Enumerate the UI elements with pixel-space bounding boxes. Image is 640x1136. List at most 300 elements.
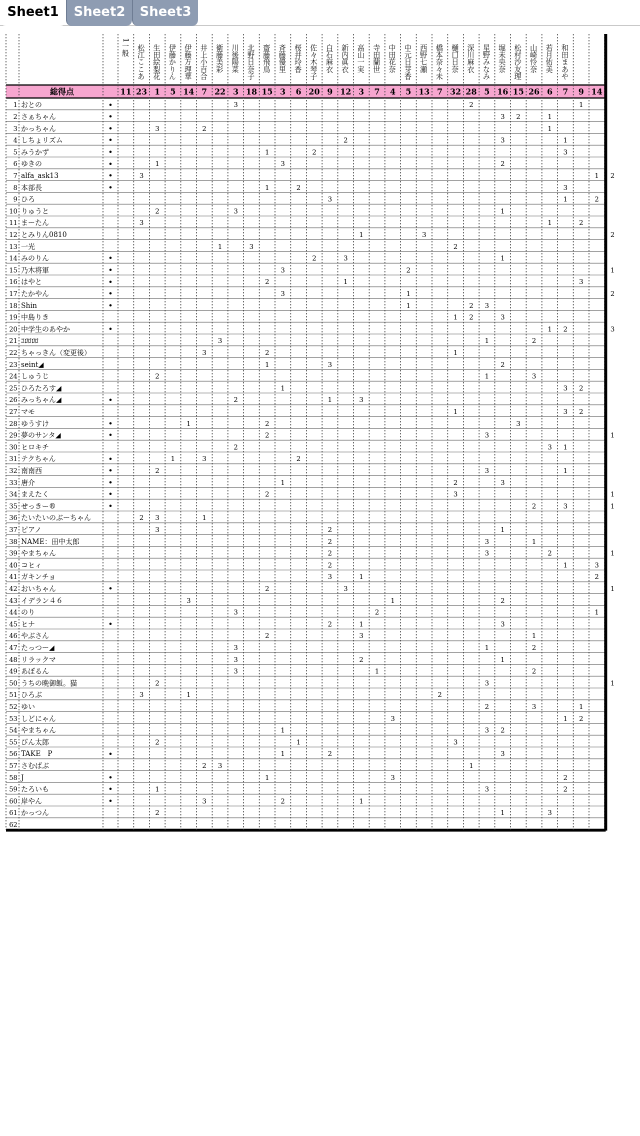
vote-points: 3 bbox=[155, 526, 160, 534]
vote-points: 3 bbox=[233, 667, 238, 676]
tab-sheet1[interactable]: Sheet1 bbox=[0, 0, 66, 26]
vote-points: 1 bbox=[563, 195, 568, 204]
row-number: 35 bbox=[9, 502, 18, 511]
column-header-member: 和田まあや bbox=[560, 44, 570, 80]
vote-points: 2 bbox=[264, 431, 270, 440]
row-number: 12 bbox=[9, 231, 18, 239]
vote-points: 1 bbox=[531, 632, 537, 641]
vote-points: 3 bbox=[139, 219, 144, 228]
voter-name: ひろぶ bbox=[21, 691, 42, 700]
voter-flag-dot: • bbox=[108, 490, 113, 500]
row-number: 18 bbox=[9, 301, 18, 310]
row-number: 46 bbox=[9, 632, 18, 641]
voter-name: たかやん bbox=[21, 290, 49, 298]
vote-points: 2 bbox=[563, 785, 568, 794]
vote-points: 3 bbox=[202, 349, 207, 357]
vote-points: 2 bbox=[264, 278, 270, 287]
vote-points: 3 bbox=[531, 703, 537, 711]
vote-points: 2 bbox=[264, 632, 270, 641]
vote-points: 2 bbox=[563, 325, 568, 334]
total-value: 18 bbox=[245, 86, 258, 97]
voter-name: さぁちゃん bbox=[21, 113, 56, 121]
voter-flag-dot: • bbox=[108, 289, 113, 299]
vote-points: 2 bbox=[531, 644, 537, 652]
column-header-member: 伊藤万理華 bbox=[184, 44, 194, 80]
vote-points: 1 bbox=[563, 467, 568, 475]
vote-points: 2 bbox=[312, 254, 317, 263]
voter-name: とみりん0810 bbox=[21, 231, 67, 239]
vote-points: 3 bbox=[233, 608, 238, 617]
vote-points: 3 bbox=[233, 655, 238, 664]
vote-points: 3 bbox=[516, 419, 521, 428]
vote-points: 1 bbox=[578, 101, 584, 110]
row-number: 32 bbox=[9, 467, 18, 475]
voter-flag-dot: • bbox=[108, 466, 113, 476]
column-header-member: 伊藤かりん bbox=[168, 44, 178, 80]
column-header-member: 寺田蘭世 bbox=[372, 44, 382, 73]
vote-points: 3 bbox=[186, 596, 191, 605]
voter-name: まーたん bbox=[21, 219, 49, 228]
total-value: 14 bbox=[591, 86, 603, 97]
vote-points: 2 bbox=[155, 738, 160, 747]
column-header-member: 松村沙友理 bbox=[513, 44, 523, 80]
vote-points: 1 bbox=[359, 573, 364, 582]
voter-flag-dot: • bbox=[108, 785, 113, 795]
vote-points: 1 bbox=[170, 455, 176, 464]
voter-name: あぼるん bbox=[21, 667, 49, 676]
row-number: 9 bbox=[13, 195, 18, 204]
column-header-member: 深川麻衣 bbox=[466, 44, 476, 73]
voter-name: コヒィ bbox=[21, 561, 42, 570]
voter-flag-dot: • bbox=[108, 171, 113, 181]
vote-points: 2 bbox=[469, 101, 474, 110]
row-number: 57 bbox=[9, 762, 18, 770]
voter-name: さむばぶ bbox=[21, 762, 49, 770]
vote-points: 1 bbox=[610, 502, 615, 511]
total-label: 総得点 bbox=[50, 86, 74, 97]
vote-points: 2 bbox=[264, 490, 270, 499]
voter-flag-dot: • bbox=[108, 112, 113, 122]
vote-points: 2 bbox=[280, 797, 286, 806]
voter-name: しちょリズム bbox=[21, 136, 63, 145]
voter-name: りゅうと bbox=[21, 207, 49, 216]
vote-points: 1 bbox=[406, 290, 411, 298]
vote-points: 2 bbox=[578, 408, 584, 416]
row-number: 40 bbox=[9, 561, 18, 570]
total-value: 23 bbox=[135, 86, 148, 97]
vote-points: 2 bbox=[578, 384, 584, 393]
voter-name: うちの晩御飯。猫 bbox=[21, 679, 77, 688]
total-value: 28 bbox=[465, 86, 477, 97]
vote-points: 3 bbox=[547, 809, 552, 818]
vote-points: 1 bbox=[500, 655, 505, 664]
vote-points: 1 bbox=[280, 726, 286, 735]
voter-name: 夢のサンタ◢ bbox=[21, 431, 61, 440]
vote-points: 2 bbox=[139, 514, 144, 523]
voter-name: ひろたろす◢ bbox=[21, 384, 62, 393]
vote-points: 1 bbox=[563, 443, 568, 452]
total-value: 1 bbox=[154, 86, 161, 97]
vote-points: 1 bbox=[500, 526, 505, 534]
row-number: 39 bbox=[9, 549, 18, 558]
voter-name: たいたいのぶーちゃん bbox=[21, 514, 91, 523]
row-number: 6 bbox=[13, 160, 18, 169]
vote-points: 3 bbox=[359, 396, 364, 405]
row-number: 3 bbox=[13, 124, 18, 133]
vote-points: 1 bbox=[578, 703, 584, 711]
voter-name: しどにゃん bbox=[21, 714, 56, 723]
vote-points: 1 bbox=[390, 596, 395, 605]
total-value: 15 bbox=[261, 86, 273, 97]
voter-name: ちゃっきん（変更後） bbox=[21, 349, 91, 357]
column-header-member: 西野七瀬 bbox=[419, 44, 429, 73]
voter-name: ヒロキチ bbox=[21, 443, 49, 452]
total-value: 9 bbox=[578, 86, 584, 97]
vote-points: 2 bbox=[327, 561, 333, 570]
row-number: 52 bbox=[9, 703, 18, 711]
vote-points: 3 bbox=[280, 266, 286, 275]
vote-points: 3 bbox=[563, 502, 568, 511]
vote-points: 3 bbox=[500, 113, 505, 121]
vote-points: 2 bbox=[202, 124, 207, 133]
total-value: 7 bbox=[437, 86, 443, 97]
spreadsheet-area bbox=[0, 26, 640, 1136]
voter-flag-dot: • bbox=[108, 100, 113, 110]
vote-points: 2 bbox=[500, 360, 505, 369]
voter-name: ガキンチョ bbox=[21, 573, 56, 582]
row-number: 45 bbox=[9, 620, 18, 629]
voter-flag-dot: • bbox=[108, 136, 113, 146]
vote-points: 2 bbox=[578, 714, 584, 723]
total-value: 13 bbox=[418, 86, 430, 97]
column-header-member: 斉藤優里 bbox=[278, 44, 288, 73]
voter-name: せっきー® bbox=[21, 502, 56, 511]
voter-name: かっちゃん bbox=[21, 124, 56, 133]
row-number: 43 bbox=[9, 596, 18, 605]
vote-points: 3 bbox=[202, 455, 207, 464]
column-header-member: 中元日芽香 bbox=[403, 44, 413, 80]
vote-points: 3 bbox=[610, 325, 615, 334]
total-value: 15 bbox=[512, 86, 524, 97]
row-number: 20 bbox=[9, 325, 18, 334]
vote-points: 1 bbox=[484, 372, 490, 381]
vote-points: 3 bbox=[484, 549, 490, 558]
column-header-member: 高山一実 bbox=[356, 44, 366, 73]
vote-points: 1 bbox=[186, 419, 191, 428]
column-header-member: 齋藤飛鳥 bbox=[262, 44, 272, 73]
header-category-label: 1一般 bbox=[121, 38, 130, 57]
vote-points: 2 bbox=[594, 195, 600, 204]
vote-points: 1 bbox=[343, 278, 348, 287]
row-number: 56 bbox=[9, 750, 18, 759]
voter-name: ピアノ bbox=[21, 526, 42, 534]
total-value: 11 bbox=[120, 86, 132, 97]
voter-name: びん太郎 bbox=[21, 738, 49, 747]
column-header-member: 衛藤美彩 bbox=[215, 44, 225, 73]
vote-points: 3 bbox=[327, 573, 333, 582]
vote-points: 1 bbox=[217, 242, 223, 251]
vote-points: 1 bbox=[359, 620, 364, 629]
vote-points: 1 bbox=[547, 113, 552, 121]
vote-points: 3 bbox=[202, 797, 207, 806]
vote-points: 2 bbox=[453, 478, 458, 487]
vote-points: 2 bbox=[531, 502, 537, 511]
vote-points: 2 bbox=[155, 467, 160, 475]
row-number: 58 bbox=[9, 773, 18, 782]
vote-points: 2 bbox=[594, 573, 600, 582]
voter-name: テクちゃん bbox=[21, 455, 56, 464]
vote-points: 3 bbox=[233, 644, 238, 652]
voter-name: マモ bbox=[21, 408, 35, 416]
voter-name: かっつん bbox=[21, 809, 49, 818]
voter-name: おとの bbox=[21, 101, 42, 110]
vote-points: 2 bbox=[453, 242, 458, 251]
vote-table bbox=[0, 26, 640, 886]
vote-points: 3 bbox=[453, 490, 458, 499]
vote-points: 1 bbox=[484, 337, 490, 346]
voter-name: まえたく bbox=[21, 490, 49, 499]
voter-name: やまちゃん bbox=[21, 726, 56, 735]
vote-points: 3 bbox=[249, 242, 254, 251]
vote-points: 3 bbox=[390, 773, 395, 782]
row-number: 62 bbox=[9, 821, 18, 829]
vote-points: 2 bbox=[469, 313, 474, 322]
vote-points: 2 bbox=[374, 608, 380, 617]
vote-points: 1 bbox=[594, 172, 600, 180]
voter-flag-dot: • bbox=[108, 419, 113, 429]
vote-points: 2 bbox=[610, 172, 615, 180]
vote-points: 1 bbox=[359, 231, 364, 239]
voter-name: のり bbox=[21, 608, 35, 617]
vote-points: 1 bbox=[500, 254, 505, 263]
tab-sheet3[interactable]: Sheet3 bbox=[132, 0, 198, 26]
voter-name: はやと bbox=[21, 278, 42, 287]
total-value: 7 bbox=[562, 86, 569, 97]
vote-points: 2 bbox=[547, 549, 552, 558]
vote-points: 3 bbox=[563, 148, 568, 157]
vote-points: 2 bbox=[264, 349, 270, 357]
row-number: 24 bbox=[9, 372, 18, 381]
vote-points: 3 bbox=[594, 561, 600, 570]
vote-points: 3 bbox=[531, 372, 537, 381]
vote-points: 1 bbox=[406, 301, 411, 310]
vote-points: 3 bbox=[421, 231, 427, 239]
vote-points: 1 bbox=[264, 773, 270, 782]
vote-points: 1 bbox=[563, 714, 568, 723]
row-number: 53 bbox=[9, 714, 18, 723]
vote-points: 2 bbox=[155, 372, 160, 381]
vote-points: 1 bbox=[610, 266, 615, 275]
voter-name: 本部長 bbox=[21, 183, 42, 192]
vote-points: 2 bbox=[531, 667, 537, 676]
voter-flag-dot: • bbox=[108, 431, 113, 441]
total-value: 16 bbox=[497, 86, 509, 97]
voter-name: みのりん bbox=[21, 254, 49, 263]
vote-points: 3 bbox=[484, 726, 490, 735]
vote-points: 3 bbox=[500, 478, 505, 487]
vote-points: 3 bbox=[280, 290, 286, 298]
voter-flag-dot: • bbox=[108, 797, 113, 806]
row-number: 60 bbox=[9, 797, 18, 806]
voter-name: やまちゃん bbox=[21, 549, 56, 558]
vote-points: 3 bbox=[484, 537, 490, 546]
vote-points: 3 bbox=[280, 160, 286, 169]
row-number: 59 bbox=[9, 785, 18, 794]
vote-points: 3 bbox=[563, 408, 568, 416]
total-value: 9 bbox=[327, 86, 333, 97]
row-number: 55 bbox=[9, 738, 18, 747]
total-value: 26 bbox=[528, 86, 540, 97]
total-value: 14 bbox=[183, 86, 195, 97]
vote-points: 3 bbox=[233, 207, 238, 216]
voter-name: イデラン４６ bbox=[21, 596, 63, 605]
row-number: 30 bbox=[9, 443, 18, 452]
row-number: 49 bbox=[9, 667, 18, 676]
voter-name: NAME：田中太郎 bbox=[21, 537, 80, 546]
vote-points: 3 bbox=[139, 691, 144, 700]
row-number: 19 bbox=[9, 313, 18, 322]
vote-points: 2 bbox=[469, 301, 474, 310]
voter-name: ひろ bbox=[21, 195, 35, 204]
vote-points: 3 bbox=[343, 254, 348, 263]
vote-points: 2 bbox=[296, 183, 301, 192]
voter-flag-dot: • bbox=[108, 584, 113, 594]
vote-points: 1 bbox=[484, 644, 490, 652]
row-number: 37 bbox=[9, 526, 18, 534]
vote-points: 3 bbox=[578, 278, 584, 287]
vote-points: 1 bbox=[563, 561, 568, 570]
vote-points: 3 bbox=[547, 443, 552, 452]
voter-flag-dot: • bbox=[108, 502, 113, 511]
total-value: 32 bbox=[449, 86, 462, 97]
vote-points: 2 bbox=[531, 337, 537, 346]
column-header-member: 堀未央奈 bbox=[498, 44, 508, 73]
row-number: 34 bbox=[9, 490, 18, 499]
voter-name: Shin bbox=[21, 301, 38, 310]
total-value: 3 bbox=[280, 86, 286, 97]
column-header-member: 生田絵梨花 bbox=[152, 44, 162, 80]
vote-points: 2 bbox=[578, 219, 584, 228]
vote-points: 1 bbox=[453, 349, 458, 357]
total-value: 6 bbox=[295, 86, 302, 97]
vote-points: 3 bbox=[217, 337, 223, 346]
row-number: 42 bbox=[9, 585, 18, 593]
vote-points: 1 bbox=[453, 408, 458, 416]
vote-points: 1 bbox=[374, 667, 380, 676]
voter-name: alfa_ask13 bbox=[21, 172, 59, 180]
vote-points: 2 bbox=[233, 443, 238, 452]
voter-name: 中学生のあやか bbox=[21, 325, 70, 334]
column-header-member: 山崎怜奈 bbox=[529, 44, 539, 73]
vote-points: 1 bbox=[500, 207, 505, 216]
column-header-member: 橋本奈々未 bbox=[435, 44, 445, 80]
total-value: 12 bbox=[340, 86, 352, 97]
vote-points: 1 bbox=[531, 537, 537, 546]
column-header-member: 星野みなみ bbox=[482, 44, 492, 80]
row-number: 41 bbox=[9, 573, 18, 582]
voter-name: リラックマ bbox=[21, 655, 56, 664]
row-number: 25 bbox=[9, 384, 18, 393]
row-number: 1 bbox=[13, 101, 18, 110]
total-value: 5 bbox=[170, 86, 176, 97]
vote-points: 2 bbox=[327, 537, 333, 546]
vote-points: 2 bbox=[563, 773, 568, 782]
total-value: 3 bbox=[232, 86, 239, 97]
tab-sheet2[interactable]: Sheet2 bbox=[66, 0, 132, 26]
voter-flag-dot: • bbox=[108, 266, 113, 275]
vote-points: 2 bbox=[500, 726, 505, 735]
voter-flag-dot: • bbox=[108, 478, 113, 488]
row-number: 48 bbox=[9, 655, 18, 664]
vote-points: 1 bbox=[280, 384, 286, 393]
vote-points: 2 bbox=[327, 526, 333, 534]
total-value: 5 bbox=[405, 86, 412, 97]
voter-flag-dot: • bbox=[108, 124, 113, 134]
row-number: 7 bbox=[13, 172, 18, 180]
vote-points: 1 bbox=[547, 219, 552, 228]
vote-points: 1 bbox=[264, 360, 270, 369]
row-number: 38 bbox=[9, 537, 18, 546]
vote-points: 2 bbox=[437, 691, 443, 700]
vote-points: 2 bbox=[155, 679, 160, 688]
vote-points: 1 bbox=[359, 797, 364, 806]
vote-points: 2 bbox=[264, 585, 270, 593]
row-number: 5 bbox=[13, 148, 18, 157]
vote-points: 2 bbox=[312, 148, 317, 157]
row-number: 29 bbox=[9, 431, 18, 440]
row-number: 14 bbox=[9, 254, 18, 263]
voter-name: ゆきの bbox=[21, 160, 42, 169]
total-value: 20 bbox=[308, 86, 320, 97]
voter-name: ゆうすけ bbox=[21, 419, 49, 428]
vote-points: 1 bbox=[610, 549, 615, 558]
vote-points: 3 bbox=[500, 136, 505, 145]
vote-points: 1 bbox=[610, 679, 615, 688]
column-header-member: 松江ここあ bbox=[137, 44, 147, 80]
column-header-member: 若月佑美 bbox=[545, 44, 555, 73]
vote-points: 3 bbox=[343, 585, 348, 593]
vote-points: 3 bbox=[484, 679, 490, 688]
vote-points: 2 bbox=[406, 266, 411, 275]
voter-name: J bbox=[21, 773, 24, 782]
voter-flag-dot: • bbox=[108, 301, 113, 311]
vote-points: 3 bbox=[484, 785, 490, 794]
row-number: 54 bbox=[9, 726, 18, 735]
vote-points: 1 bbox=[563, 136, 568, 145]
column-header-member: 佐々木琴子 bbox=[309, 44, 319, 80]
voter-name: たっつー◢ bbox=[21, 644, 55, 652]
vote-points: 1 bbox=[500, 809, 505, 818]
vote-points: 3 bbox=[155, 124, 160, 133]
voter-name: ﾕﾛﾛﾛﾛ bbox=[21, 337, 39, 346]
row-number: 22 bbox=[9, 349, 18, 357]
vote-points: 2 bbox=[359, 655, 364, 664]
vote-points: 2 bbox=[343, 136, 348, 145]
vote-points: 1 bbox=[610, 431, 615, 440]
vote-points: 1 bbox=[453, 313, 458, 322]
voter-name: 一光 bbox=[21, 242, 35, 251]
column-header-member: 井上小百合 bbox=[199, 44, 209, 80]
voter-name: みうかず bbox=[21, 148, 49, 157]
vote-points: 2 bbox=[610, 231, 615, 239]
row-number: 11 bbox=[9, 219, 18, 228]
vote-points: 2 bbox=[264, 419, 270, 428]
vote-points: 3 bbox=[500, 750, 505, 759]
row-number: 33 bbox=[9, 478, 18, 487]
total-value: 3 bbox=[358, 86, 365, 97]
vote-points: 1 bbox=[202, 514, 207, 523]
vote-points: 2 bbox=[327, 549, 333, 558]
